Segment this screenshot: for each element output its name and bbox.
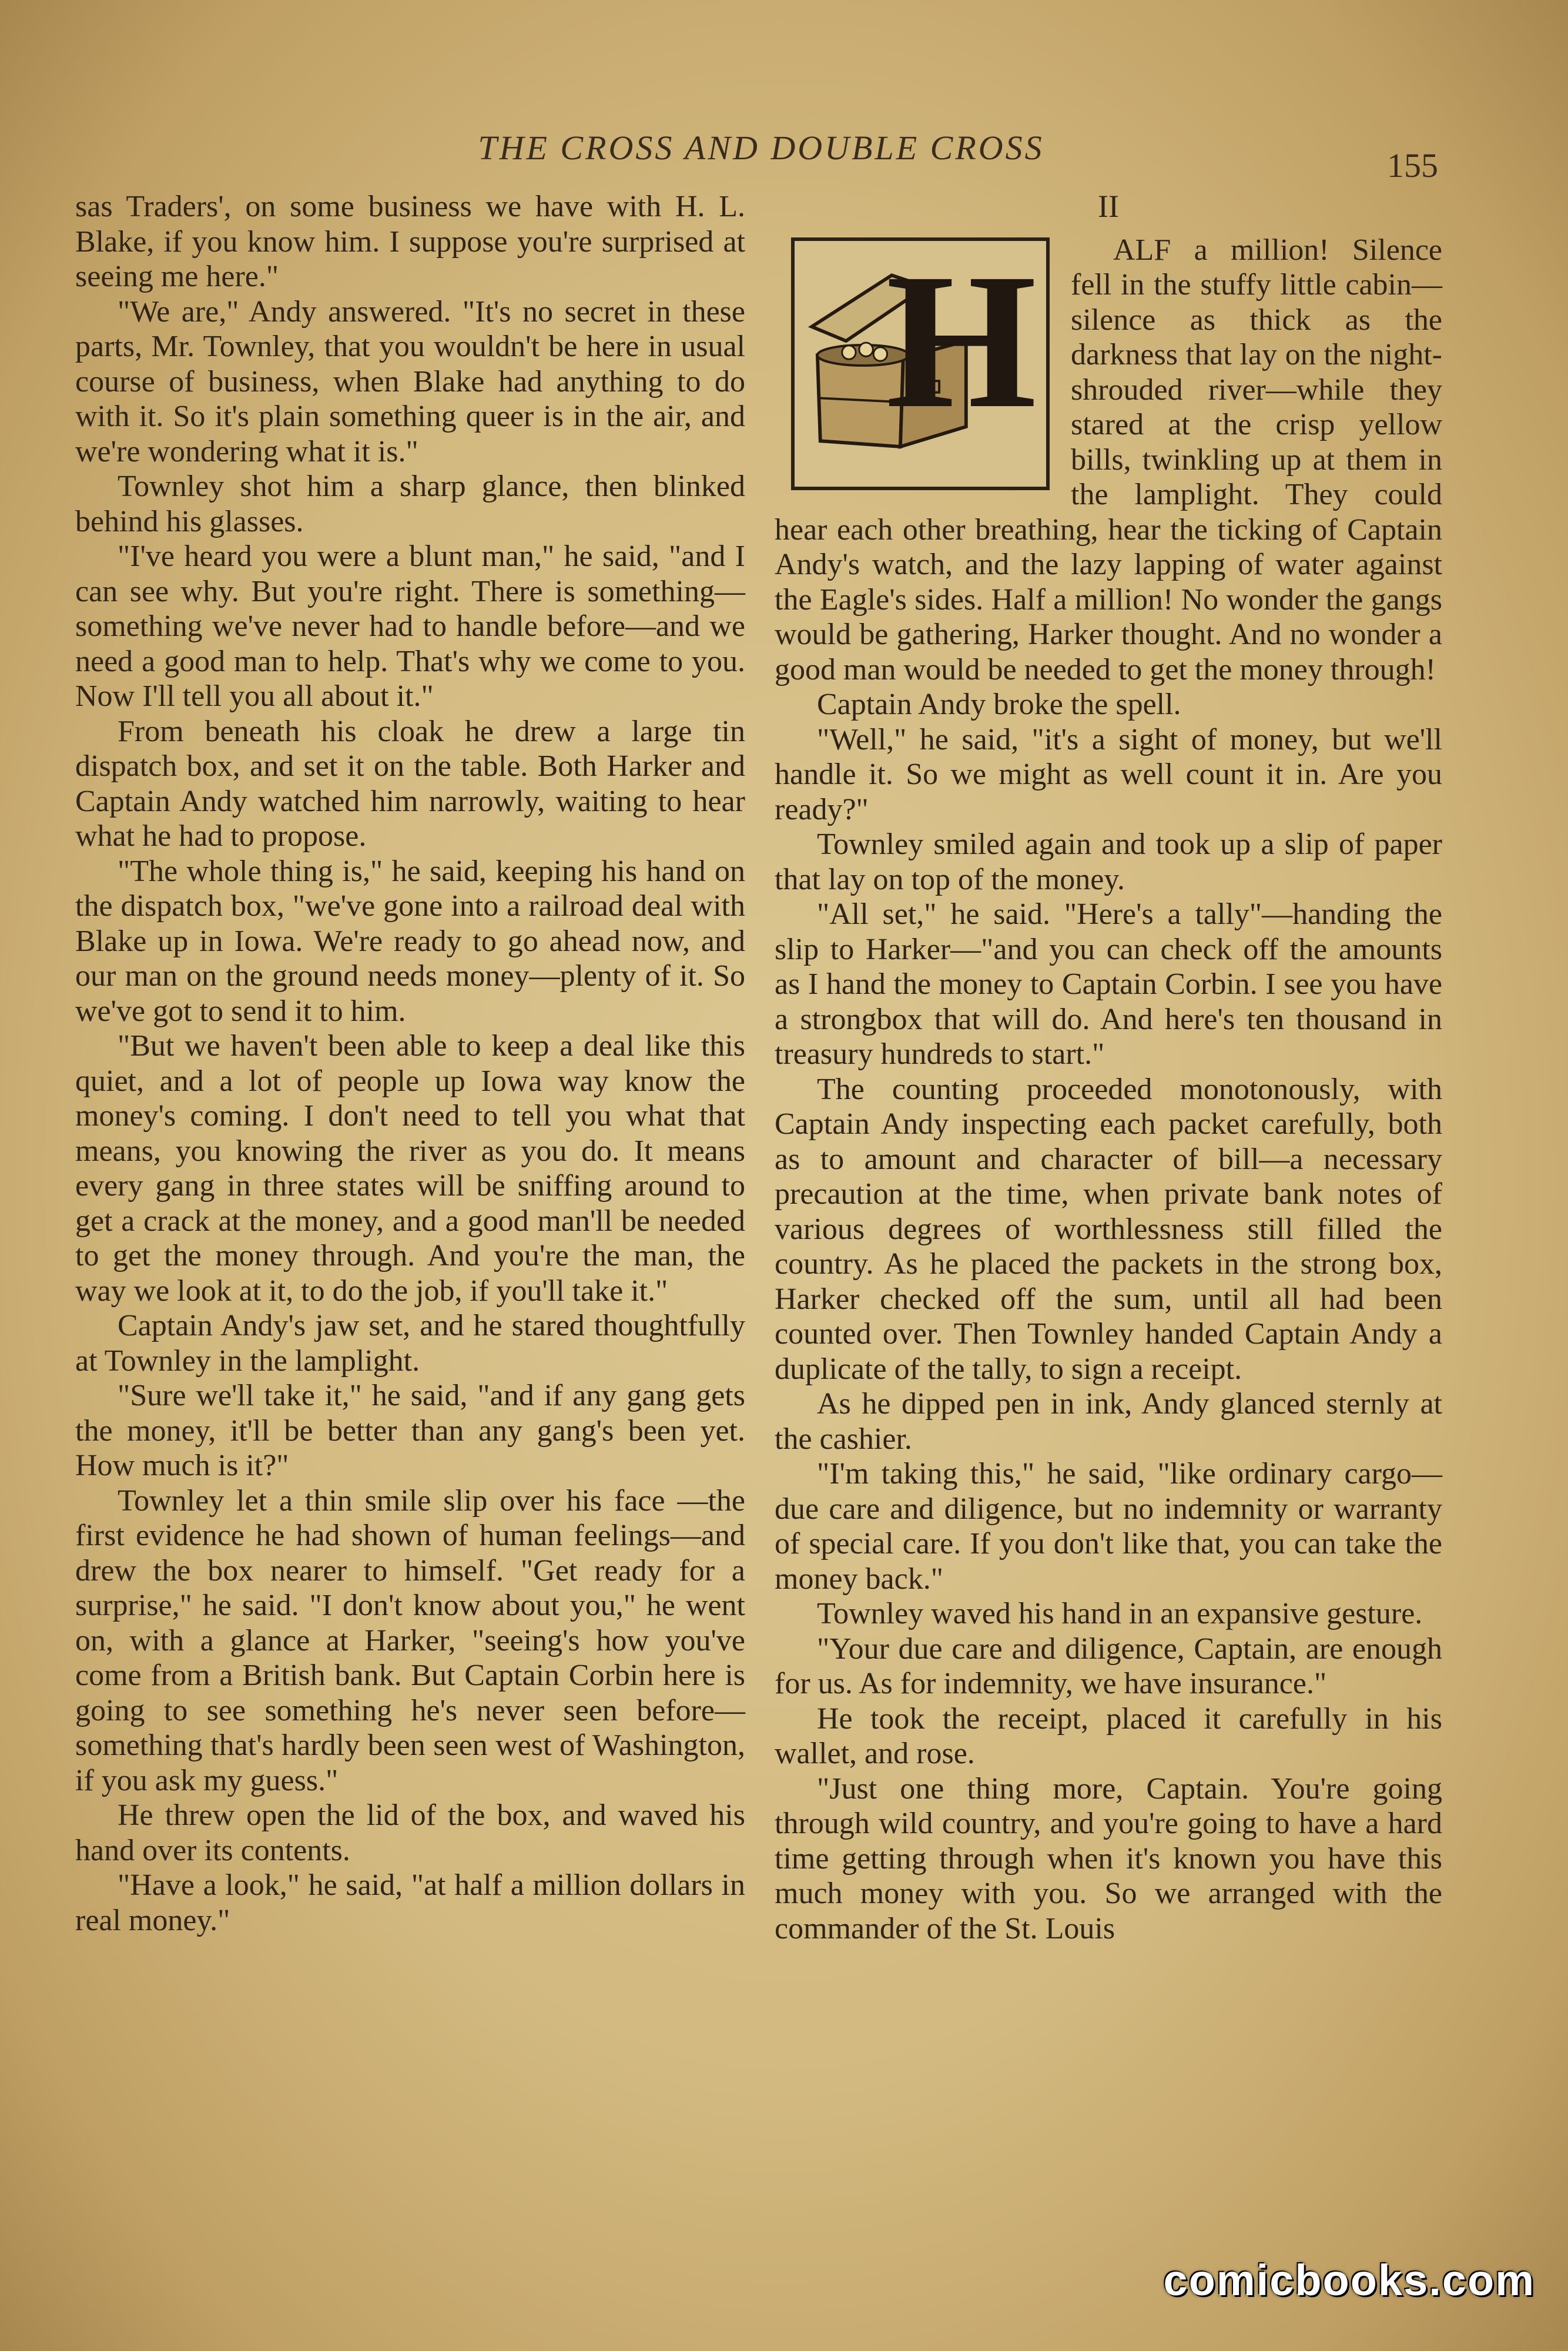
- paragraph: "We are," Andy answered. "It's no secret in these parts, Mr. Townley, that you wouldn't be here in usual course of business, when Blake had anything to do with it. So it's plain something queer is in the air, and we're wondering what it is.": [75, 294, 745, 468]
- paragraph: As he dipped pen in ink, Andy glanced sternly at the cashier.: [775, 1387, 1442, 1456]
- paragraph: From beneath his cloak he drew a large tin dispatch box, and set it on the table. Both Harker and Captain Andy watched him narrowly, waiting to hear what he had to propose.: [75, 714, 745, 853]
- running-title: THE CROSS AND DOUBLE CROSS: [478, 129, 1044, 167]
- paragraph: "I've heard you were a blunt man," he said, "and I can see why. But you're right. There is something—something we've never had to handle before—and we need a good man to help. That's why we come to you. Now I'll tell you all about it.": [75, 540, 745, 713]
- paragraph: ALF a million! Silence fell in the stuffy little cabin—silence as thick as the darkness that lay on the night-shrouded river—while they stared at the crisp yellow bills, twinkling up at them in the lamplight. They could hear each other breathing, hear the ticking of Captain Andy's watch, and the lazy lapping of water against the Eagle's sides. Half a million! No wonder the gangs would be gathering, Harker thought. And no wonder a good man would be needed to get the money through!: [775, 233, 1442, 686]
- right-column: [775, 189, 1442, 1946]
- section-number: II: [1098, 189, 1119, 224]
- page-number: 155: [1387, 146, 1438, 185]
- left-column: [75, 189, 745, 1938]
- site-watermark: comicbooks.com: [1163, 2256, 1535, 2305]
- paragraph: "Have a look," he said, "at half a million dollars in real money.": [75, 1868, 745, 1937]
- drop-cap-illustration: [791, 233, 1050, 490]
- paragraph: "I'm taking this," he said, "like ordinary cargo—due care and diligence, but no indemnity or warranty of special care. If you don't like that, you can take the money back.": [775, 1457, 1442, 1596]
- paragraph: The counting proceeded monotonously, with Captain Andy inspecting each packet carefully, both as to amount and character of bill—a necessary precaution at the time, when private bank notes of various degrees of worthlessness still filled the country. As he placed the packets in the strong box, Harker checked off the sum, until all had been counted over. Then Townley handed Captain Andy a duplicate of the tally, to sign a receipt.: [775, 1072, 1442, 1386]
- paragraph: Captain Andy broke the spell.: [817, 688, 1181, 721]
- paragraph: Townley waved his hand in an expansive gesture.: [817, 1597, 1423, 1630]
- paragraph: "The whole thing is," he said, keeping his hand on the dispatch box, "we've gone into a railroad deal with Blake up in Iowa. We're ready to go ahead now, and our man on the ground needs money—plenty of it. So we've got to send it to him.: [75, 854, 745, 1028]
- paragraph: Townley smiled again and took up a slip of paper that lay on top of the money.: [775, 828, 1442, 896]
- paragraph: "All set," he said. "Here's a tally"—handing the slip to Harker—"and you can check off the amounts as I hand the money to Captain Corbin. I see you have a strongbox that will do. And here's ten thousand in treasury hundreds to start.": [775, 897, 1442, 1071]
- paragraph: Townley let a thin smile slip over his face —the first evidence he had shown of human feelings—and drew the box nearer to himself. "Get ready for a surprise," he said. "I don't know about you," he went on, with a glance at Harker, "seeing's how you've come from a British bank. But Captain Corbin here is going to see something he's never seen before—something that's hardly been seen west of Washington, if you ask my guess.": [75, 1483, 745, 1797]
- drop-cap-letter: H: [886, 233, 1037, 448]
- paragraph: He threw open the lid of the box, and waved his hand over its contents.: [75, 1799, 745, 1867]
- paragraph: sas Traders', on some business we have with H. L. Blake, if you know him. I suppose you're surprised at seeing me here.": [75, 190, 745, 293]
- paragraph: He took the receipt, placed it carefully in his wallet, and rose.: [775, 1702, 1442, 1770]
- paragraph: Captain Andy's jaw set, and he stared thoughtfully at Townley in the lamplight.: [75, 1309, 745, 1378]
- paragraph: "Sure we'll take it," he said, "and if any gang gets the money, it'll be better than any gang's been yet. How much is it?": [75, 1379, 745, 1482]
- paragraph: "Your due care and diligence, Captain, are enough for us. As for indemnity, we have insurance.": [775, 1632, 1442, 1700]
- paragraph: Townley shot him a sharp glance, then blinked behind his glasses.: [75, 470, 745, 538]
- paragraph: "But we haven't been able to keep a deal like this quiet, and a lot of people up Iowa way know the money's coming. I don't need to tell you what that means, you knowing the river as you do. It means every gang in three states will be sniffing around to get a crack at the money, and a good man'll be needed to get the money through. And you're the man, the way we look at it, to do the job, if you'll take it.": [75, 1029, 745, 1308]
- paragraph: "Well," he said, "it's a sight of money, but we'll handle it. So we might as well count it in. Are you ready?": [775, 722, 1442, 826]
- paragraph: "Just one thing more, Captain. You're going through wild country, and you're going to have a hard time getting through when it's known you have this much money with you. So we arranged with the commander of the St. Louis: [775, 1771, 1442, 1945]
